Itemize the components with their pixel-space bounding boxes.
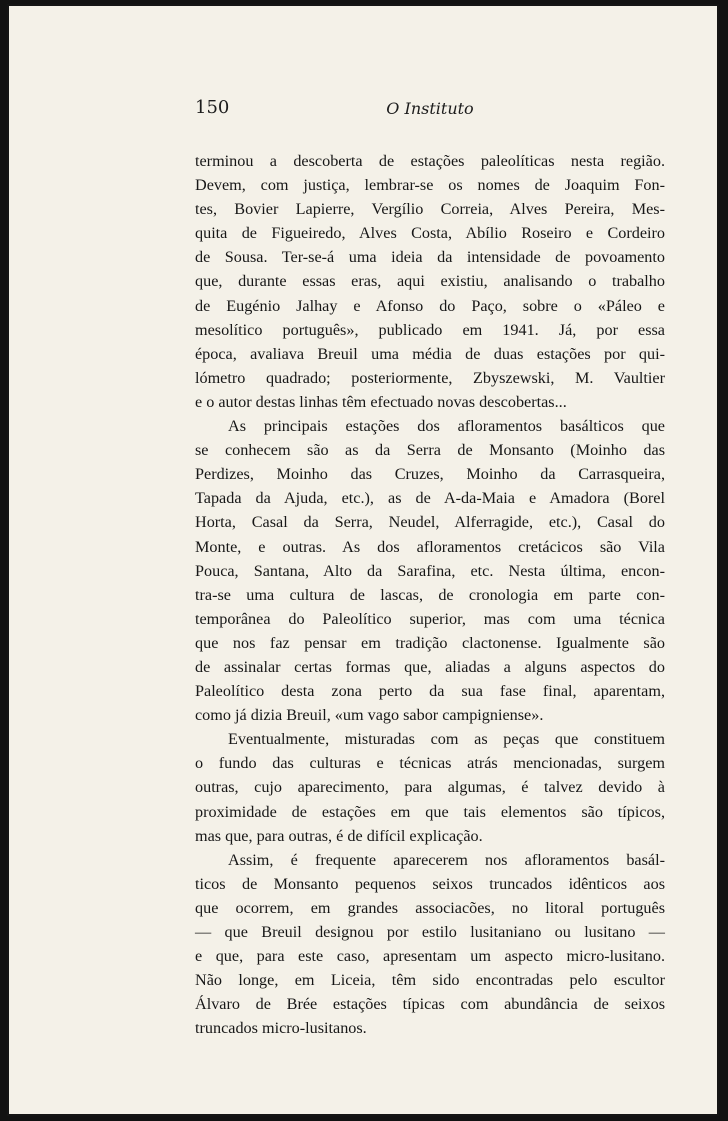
text-line: Álvaro de Brée estações típicas com abundância de seixos	[195, 995, 665, 1014]
text-line: Perdizes, Moinho das Cruzes, Moinho da Carrasqueira,	[195, 465, 665, 484]
body-text	[195, 149, 665, 1040]
text-line: ticos de Monsanto pequenos seixos truncados idênticos aos	[195, 874, 665, 893]
page-header	[195, 97, 665, 121]
paragraph	[195, 149, 665, 414]
text-line: quita de Figueiredo, Alves Costa, Abílio Roseiro e Cordeiro	[195, 224, 665, 243]
text-line: As principais estações dos afloramentos basálticos que	[228, 417, 665, 436]
text-line: tes, Bovier Lapierre, Vergílio Correia, Alves Pereira, Mes-	[195, 200, 665, 219]
text-line: de Eugénio Jalhay e Afonso do Paço, sobre o «Páleo e	[195, 296, 665, 315]
text-line: que ocorrem, em grandes associacões, no litoral português	[195, 898, 665, 917]
text-line: mesolítico português», publicado em 1941. Já, por essa	[195, 320, 665, 339]
text-line: — que Breuil designou por estilo lusitaniano ou lusitano —	[195, 923, 665, 941]
text-line: terminou a descoberta de estações paleolíticas nesta região.	[195, 152, 665, 170]
text-line: Eventualmente, misturadas com as peças que constituem	[228, 730, 665, 749]
page-number: 150	[195, 97, 230, 118]
text-line: de assinalar certas formas que, aliadas a alguns aspectos do	[195, 657, 665, 676]
paragraph	[195, 414, 665, 727]
text-line: Assim, é frequente aparecerem nos afloramentos basál-	[228, 850, 665, 869]
text-line: e que, para este caso, apresentam um aspecto micro-lusitano.	[195, 947, 665, 966]
text-line: tra-se uma cultura de lascas, de cronologia em parte con-	[195, 585, 665, 604]
text-line: época, avaliava Breuil uma média de duas estações por qui-	[195, 344, 665, 363]
text-line: Não longe, em Liceia, têm sido encontradas pelo escultor	[195, 971, 665, 990]
text-line: Monte, e outras. As dos afloramentos cretácicos são Vila	[195, 537, 665, 556]
text-line: Paleolítico desta zona perto da sua fase final, aparentam,	[195, 682, 665, 701]
text-line: mas que, para outras, é de difícil explicação.	[195, 826, 483, 845]
text-line: que, durante essas eras, aqui existiu, analisando o trabalho	[195, 272, 665, 291]
text-line: Pouca, Santana, Alto da Sarafina, etc. Nesta última, encon-	[195, 561, 665, 580]
text-line: Devem, com justiça, lembrar-se os nomes de Joaquim Fon-	[195, 176, 665, 195]
text-line: lómetro quadrado; posteriormente, Zbyszewski, M. Vaultier	[195, 368, 665, 387]
text-line: Tapada da Ajuda, etc.), as de A-da-Maia e Amadora (Borel	[195, 489, 665, 508]
paragraph	[195, 848, 665, 1041]
text-line: que nos faz pensar em tradição clactonense. Igualmente são	[195, 633, 665, 652]
text-line: outras, cujo aparecimento, para algumas, é talvez devido à	[195, 778, 665, 797]
text-line: e o autor destas linhas têm efectuado novas descobertas...	[195, 392, 567, 411]
text-line: o fundo das culturas e técnicas atrás mencionadas, surgem	[195, 754, 665, 773]
text-line: como já dizia Breuil, «um vago sabor campigniense».	[195, 706, 544, 725]
text-line: proximidade de estações em que tais elementos são típicos,	[195, 802, 665, 821]
text-line: Horta, Casal da Serra, Neudel, Alferragide, etc.), Casal do	[195, 513, 665, 532]
text-line: truncados micro-lusitanos.	[195, 1019, 367, 1038]
book-page	[7, 4, 719, 1116]
text-line: de Sousa. Ter-se-á uma ideia da intensidade de povoamento	[195, 248, 665, 267]
paragraph	[195, 727, 665, 847]
running-title: O Instituto	[386, 99, 474, 118]
text-line: se conhecem são as da Serra de Monsanto (Moinho das	[195, 441, 665, 460]
text-line: temporânea do Paleolítico superior, mas com uma técnica	[195, 609, 665, 628]
